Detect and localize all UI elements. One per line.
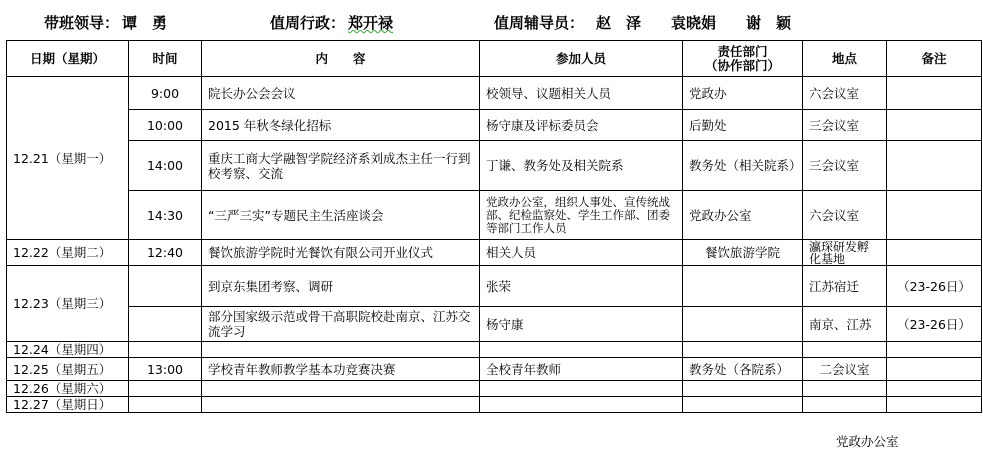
place-cell: 瀛琛研发孵化基地 bbox=[803, 240, 887, 266]
content-cell: 到京东集团考察、调研 bbox=[202, 266, 480, 307]
time-cell: 9:00 bbox=[129, 77, 202, 110]
note-cell: （23-26日） bbox=[887, 307, 982, 342]
table-row bbox=[7, 191, 982, 240]
footer-signature: 党政办公室 bbox=[836, 434, 899, 449]
table-row bbox=[7, 381, 982, 397]
col-header-dept: 责任部门 （协作部门） bbox=[683, 41, 803, 77]
dept-cell: 后勤处 bbox=[683, 110, 803, 141]
people-cell bbox=[480, 342, 683, 358]
time-cell bbox=[129, 266, 202, 307]
place-cell: 六会议室 bbox=[803, 191, 887, 240]
assist-label: 值周辅导员： bbox=[494, 14, 585, 32]
date-cell: 12.22（星期二） bbox=[7, 240, 129, 266]
table-row bbox=[7, 266, 982, 307]
people-cell: 张荣 bbox=[480, 266, 683, 307]
dept-cell bbox=[683, 397, 803, 413]
schedule-header bbox=[0, 8, 983, 34]
note-cell bbox=[887, 141, 982, 191]
admin-name: 郑开禄 bbox=[348, 14, 394, 32]
time-cell: 14:30 bbox=[129, 191, 202, 240]
place-cell: 三会议室 bbox=[803, 110, 887, 141]
dept-cell: 教务处（各院系） bbox=[683, 358, 803, 381]
table-row bbox=[7, 240, 982, 266]
dept-cell bbox=[683, 342, 803, 358]
table-row bbox=[7, 358, 982, 381]
place-cell bbox=[803, 381, 887, 397]
place-cell bbox=[803, 397, 887, 413]
col-header-place: 地点 bbox=[803, 41, 887, 77]
people-cell: 相关人员 bbox=[480, 240, 683, 266]
place-cell: 二会议室 bbox=[803, 358, 887, 381]
time-cell: 14:00 bbox=[129, 141, 202, 191]
table-header-row bbox=[7, 41, 982, 77]
people-cell: 杨守康 bbox=[480, 307, 683, 342]
place-cell: 六会议室 bbox=[803, 77, 887, 110]
date-cell: 12.24（星期四） bbox=[7, 342, 129, 358]
place-cell: 三会议室 bbox=[803, 141, 887, 191]
people-cell: 全校青年教师 bbox=[480, 358, 683, 381]
date-cell: 12.23（星期三） bbox=[7, 266, 129, 342]
table-row bbox=[7, 141, 982, 191]
note-cell bbox=[887, 397, 982, 413]
assist-names: 赵 泽 袁晓娟 谢 颖 bbox=[596, 14, 792, 32]
time-cell bbox=[129, 381, 202, 397]
dept-cell: 党政办 bbox=[683, 77, 803, 110]
time-cell bbox=[129, 307, 202, 342]
time-cell: 12:40 bbox=[129, 240, 202, 266]
col-header-note: 备注 bbox=[887, 41, 982, 77]
content-cell bbox=[202, 342, 480, 358]
table-row bbox=[7, 77, 982, 110]
col-header-content: 内 容 bbox=[202, 41, 480, 77]
people-cell bbox=[480, 397, 683, 413]
note-cell: （23-26日） bbox=[887, 266, 982, 307]
time-cell: 13:00 bbox=[129, 358, 202, 381]
col-header-date: 日期（星期） bbox=[7, 41, 129, 77]
people-cell: 丁谦、教务处及相关院系 bbox=[480, 141, 683, 191]
note-cell bbox=[887, 240, 982, 266]
content-cell: 学校青年教师教学基本功竞赛决赛 bbox=[202, 358, 480, 381]
people-cell: 杨守康及评标委员会 bbox=[480, 110, 683, 141]
schedule-table bbox=[6, 40, 982, 413]
date-cell: 12.25（星期五） bbox=[7, 358, 129, 381]
col-header-time: 时间 bbox=[129, 41, 202, 77]
table-row bbox=[7, 110, 982, 141]
people-cell bbox=[480, 381, 683, 397]
content-cell: 2015 年秋冬绿化招标 bbox=[202, 110, 480, 141]
place-cell: 江苏宿迁 bbox=[803, 266, 887, 307]
date-cell: 12.21（星期一） bbox=[7, 77, 129, 240]
note-cell bbox=[887, 342, 982, 358]
time-cell bbox=[129, 397, 202, 413]
note-cell bbox=[887, 77, 982, 110]
col-header-people: 参加人员 bbox=[480, 41, 683, 77]
people-cell: 校领导、议题相关人员 bbox=[480, 77, 683, 110]
date-cell: 12.26（星期六） bbox=[7, 381, 129, 397]
people-cell: 党政办公室，组织人事处、宣传统战部、纪检监察处、学生工作部、团委等部门工作人员 bbox=[480, 191, 683, 240]
note-cell bbox=[887, 191, 982, 240]
content-cell: “三严三实”专题民主生活座谈会 bbox=[202, 191, 480, 240]
dept-cell: 餐饮旅游学院 bbox=[683, 240, 803, 266]
dept-cell bbox=[683, 381, 803, 397]
admin-label: 值周行政： bbox=[270, 14, 346, 32]
leader-label: 带班领导： bbox=[44, 14, 120, 32]
dept-cell: 教务处（相关院系） bbox=[683, 141, 803, 191]
content-cell: 重庆工商大学融智学院经济系刘成杰主任一行到校考察、交流 bbox=[202, 141, 480, 191]
dept-cell bbox=[683, 266, 803, 307]
note-cell bbox=[887, 110, 982, 141]
content-cell: 院长办公会会议 bbox=[202, 77, 480, 110]
table-row bbox=[7, 307, 982, 342]
content-cell: 餐饮旅游学院时光餐饮有限公司开业仪式 bbox=[202, 240, 480, 266]
table-row bbox=[7, 397, 982, 413]
date-cell: 12.27（星期日） bbox=[7, 397, 129, 413]
dept-cell: 党政办公室 bbox=[683, 191, 803, 240]
note-cell bbox=[887, 381, 982, 397]
content-cell bbox=[202, 397, 480, 413]
time-cell: 10:00 bbox=[129, 110, 202, 141]
content-cell bbox=[202, 381, 480, 397]
place-cell bbox=[803, 342, 887, 358]
table-row bbox=[7, 342, 982, 358]
note-cell bbox=[887, 358, 982, 381]
leader-name: 谭 勇 bbox=[122, 14, 168, 32]
dept-cell bbox=[683, 307, 803, 342]
time-cell bbox=[129, 342, 202, 358]
place-cell: 南京、江苏 bbox=[803, 307, 887, 342]
content-cell: 部分国家级示范或骨干高职院校赴南京、江苏交流学习 bbox=[202, 307, 480, 342]
